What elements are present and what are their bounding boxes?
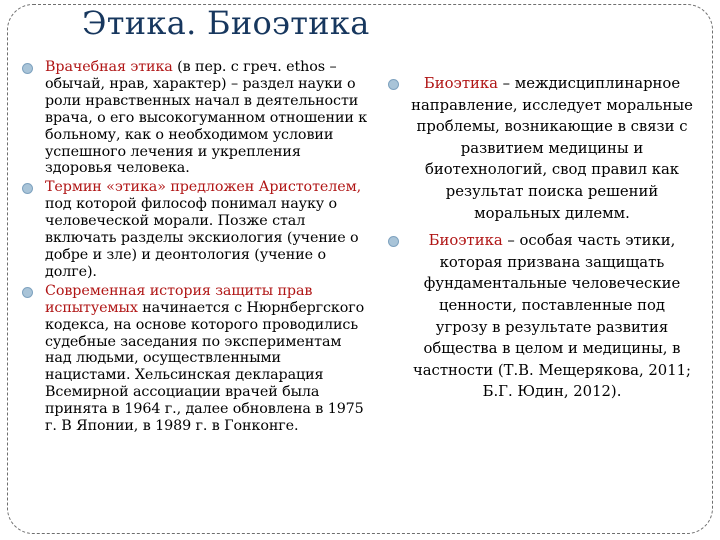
- list-item: [22, 179, 368, 280]
- slide-title: Этика. Биоэтика: [82, 4, 370, 42]
- item-highlight: Современная история защиты прав испытуемых: [45, 282, 313, 316]
- item-text: – особая часть этики, которая призвана защищать фундаментальные человеческие ценности, поставленные под угрозу в результате развития общества в целом и медицины, в частности (Т.В. Мещерякова, 2011; Б.Г. Юдин, 2012).: [412, 232, 692, 401]
- item-text: начинается с Нюрнбергского кодекса, на основе которого проводились судебные заседания по экспериментам над людьми, осуществленными нацистами. Хельсинская декларация Всемирной ассоциации врачей была принята в 1964 г., далее обновлена в 1975 г. В Японии, в 1989 г. в Гонконге.: [45, 299, 365, 435]
- list-item: [388, 73, 693, 224]
- item-text: под которой философ понимал науку о человеческой морали. Позже стал включать разделы экскиология (учение о добре и зле) и деонтология (учение о долге).: [45, 196, 359, 280]
- list-item: [22, 283, 368, 435]
- item-highlight: Биоэтика: [428, 232, 503, 250]
- right-column: [388, 73, 693, 409]
- bullet-icon: [388, 79, 399, 90]
- item-text: (в пер. с греч. ethos – обычай, нрав, характер) – раздел науки о роли нравственных начал в деятельности врача, о его высокогуманном отношении к больному, как о необходимом условии успешного лечения и укрепления здоровья человека.: [45, 59, 368, 177]
- item-highlight: Термин «этика» предложен Аристотелем,: [45, 179, 362, 196]
- item-highlight: Врачебная этика: [45, 59, 173, 75]
- list-item: [388, 230, 693, 403]
- item-text: – междисциплинарное направление, исследует моральные проблемы, возникающие в связи с развитием медицины и биотехнологий, свод правил как результат поиска решений моральных дилемм.: [411, 75, 693, 222]
- bullet-icon: [22, 183, 33, 194]
- bullet-icon: [22, 287, 33, 298]
- list-item: [22, 59, 368, 177]
- left-column: [22, 59, 368, 437]
- bullet-icon: [22, 63, 33, 74]
- bullet-icon: [388, 236, 399, 247]
- item-highlight: Биоэтика: [423, 75, 498, 92]
